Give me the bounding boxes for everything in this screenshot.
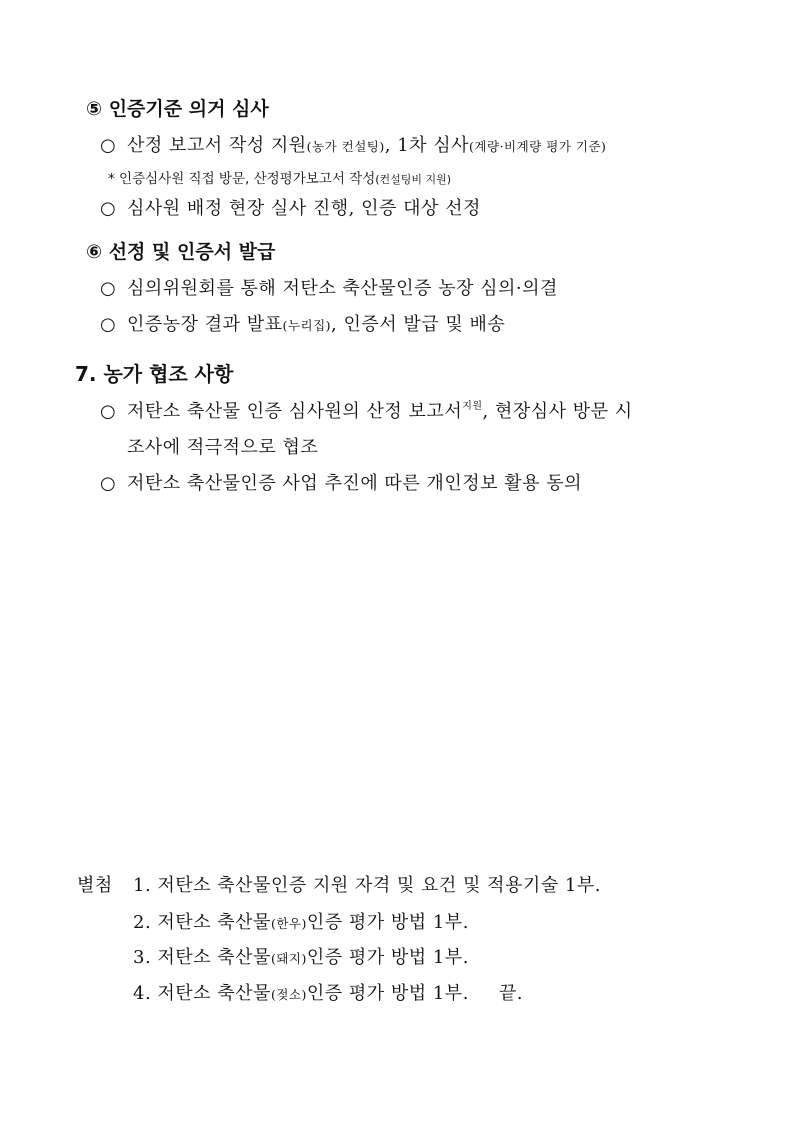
bullet-icon: ○ (100, 278, 117, 299)
bullet-icon: ○ (100, 314, 117, 335)
section-5-item-2 (100, 194, 481, 220)
item-text: , 현장심사 방문 시 (482, 401, 633, 422)
section-6-item-2 (100, 310, 505, 336)
bullet-icon: ○ (100, 473, 117, 494)
attachment-text: 1. 저탄소 축산물인증 지원 자격 및 요건 및 적용기술 1부. (133, 875, 601, 896)
attachment-text: 3. 저탄소 축산물 (133, 947, 271, 968)
section-5-item-1 (100, 131, 606, 157)
item-small-text: (농가 컨설팅) (306, 139, 385, 154)
attachment-item-4 (133, 979, 523, 1005)
section-6-item-1 (100, 274, 558, 300)
item-text: 저탄소 축산물 인증 심사원의 산정 보고서 (127, 401, 463, 422)
section-7-item-1 (100, 397, 633, 423)
attachment-text: 2. 저탄소 축산물 (133, 912, 271, 933)
item-text: 산정 보고서 작성 지원 (127, 135, 307, 156)
attachment-text: 4. 저탄소 축산물 (133, 983, 271, 1004)
asterisk-mark: * (108, 171, 115, 187)
attachment-text: 인증 평가 방법 1부. (306, 912, 469, 933)
bullet-icon: ○ (100, 135, 117, 156)
item-text: , 인증서 발급 및 배송 (331, 314, 506, 335)
end-mark: 끝. (498, 983, 524, 1004)
section-7-item-2 (100, 469, 582, 495)
section-6-title: ⑥ 선정 및 인증서 발급 (86, 241, 276, 263)
item-small-text: (계량·비계량 평가 기준) (469, 139, 607, 154)
attachment-small-text: (한우) (270, 916, 307, 931)
section-7-item-1-continued: 조사에 적극적으로 협조 (127, 437, 319, 458)
note-text: 인증심사원 직접 방문, 산정평가보고서 작성 (119, 171, 376, 187)
bullet-icon: ○ (100, 401, 117, 422)
attachment-text: 인증 평가 방법 1부. (306, 947, 469, 968)
attachment-small-text: (돼지) (270, 951, 307, 966)
item-text: 저탄소 축산물인증 사업 추진에 따른 개인정보 활용 동의 (127, 473, 582, 494)
section-7-title: 7. 농가 협조 사항 (75, 362, 234, 386)
attachments-label: 별첨 (77, 875, 113, 896)
note-small-text: (컨설팅비 지원) (375, 173, 452, 186)
attachment-item-2 (133, 908, 469, 934)
item-text: 심사원 배정 현장 실사 진행, 인증 대상 선정 (127, 198, 481, 219)
section-5-title: ⑤ 인증기준 의거 심사 (86, 98, 269, 120)
attachment-item-3 (133, 943, 469, 969)
item-small-text: (누리집) (282, 318, 332, 333)
item-text: 심의위원회를 통해 저탄소 축산물인증 농장 심의·의결 (127, 278, 558, 299)
item-text: , 1차 심사 (384, 135, 470, 156)
attachment-small-text: (젖소) (270, 987, 307, 1002)
attachment-text: 인증 평가 방법 1부. (306, 983, 469, 1004)
section-5-note (108, 167, 451, 187)
attachment-item-1 (133, 871, 601, 897)
item-text: 인증농장 결과 발표 (127, 314, 283, 335)
bullet-icon: ○ (100, 198, 117, 219)
superscript-text: 지원 (462, 401, 483, 412)
